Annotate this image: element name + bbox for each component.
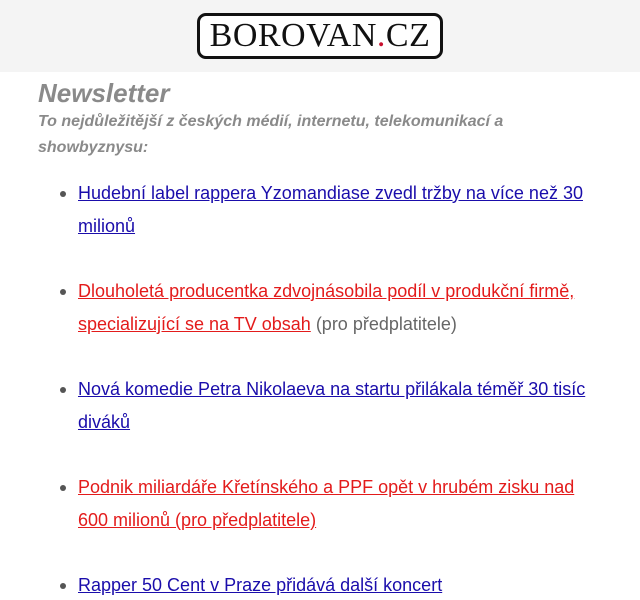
- bullet-icon: [60, 583, 66, 589]
- article-item: [60, 569, 602, 600]
- site-logo[interactable]: [197, 13, 444, 59]
- bullet-icon: [60, 191, 66, 197]
- article-list: [38, 177, 602, 600]
- article-link-paid[interactable]: Podnik miliardáře Křetínského a PPF opět v hrubém zisku nad 600 milionů (pro předplatitele): [78, 477, 575, 530]
- article-link-paid[interactable]: Dlouholetá producentka zdvojnásobila podíl v produkční firmě, specializující se na TV obsah: [78, 281, 575, 334]
- article-item: [60, 275, 602, 341]
- article-link[interactable]: Nová komedie Petra Nikolaeva na startu přilákala téměř 30 tisíc diváků: [78, 379, 586, 432]
- newsletter-subtitle: To nejdůležitější z českých médií, internetu, telekomunikací a showbyznysu:: [38, 113, 504, 156]
- subscriber-note: (pro předplatitele): [315, 314, 457, 334]
- article-link[interactable]: Rapper 50 Cent v Praze přidává další koncert: [78, 575, 443, 595]
- logo-tld-text: CZ: [385, 16, 431, 54]
- site-header: [0, 0, 640, 72]
- bullet-icon: [60, 387, 66, 393]
- logo-main-text: BOROVAN: [209, 16, 377, 54]
- logo-dot: .: [376, 16, 386, 54]
- article-item: [60, 471, 602, 537]
- article-item: [60, 177, 602, 243]
- bullet-icon: [60, 289, 66, 295]
- newsletter-title: Newsletter: [38, 78, 170, 108]
- article-item: [60, 373, 602, 439]
- article-link[interactable]: Hudební label rappera Yzomandiase zvedl tržby na více než 30 milionů: [78, 183, 583, 236]
- bullet-icon: [60, 485, 66, 491]
- newsletter-content: [0, 72, 640, 600]
